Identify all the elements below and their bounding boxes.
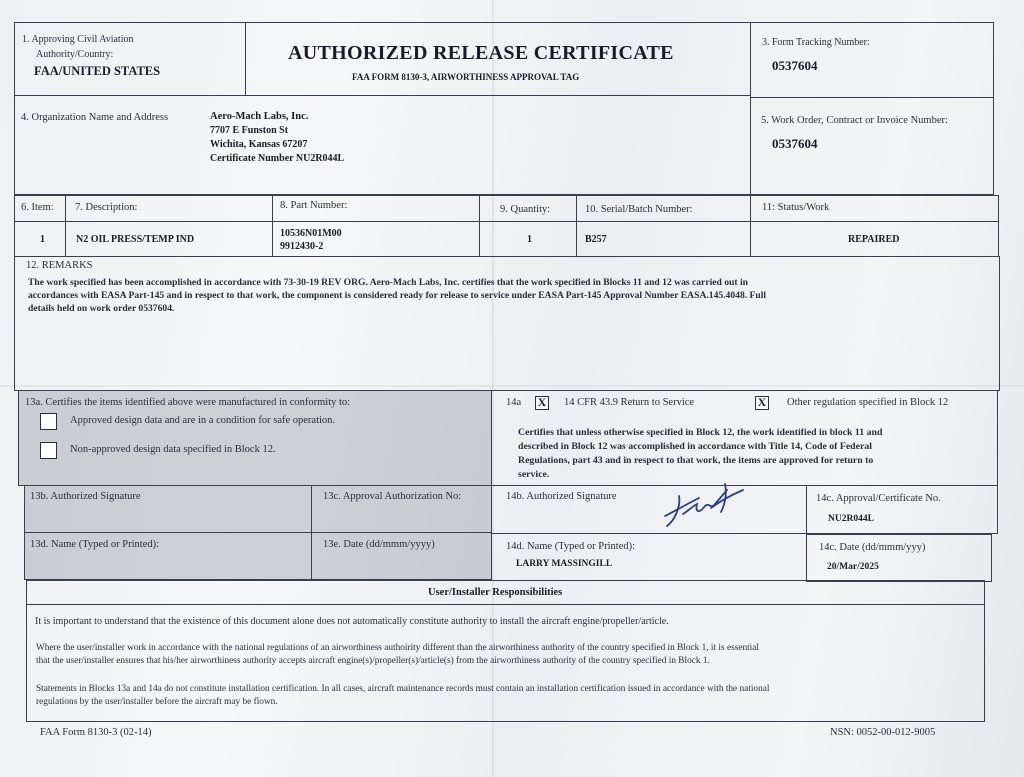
- block-14c-label: 14c. Approval/Certificate No.: [816, 493, 941, 504]
- item-quantity: 1: [527, 234, 532, 245]
- non-approved-design-label: Non-approved design data specified in Block 12.: [70, 444, 276, 455]
- header-status: 11: Status/Work: [762, 202, 830, 213]
- item-number: 1: [40, 234, 45, 245]
- org-name: Aero-Mach Labs, Inc.: [210, 111, 309, 122]
- remarks-label: 12. REMARKS: [26, 260, 93, 271]
- approved-design-checkbox[interactable]: [40, 413, 57, 430]
- remarks-line: The work specified has been accomplished in accordance with 73-30-19 REV ORG. Aero-Mach Labs, Inc. certifies that the work specified in Blocks 11 and 12 was carried out in: [28, 277, 748, 288]
- block-13d-label: 13d. Name (Typed or Printed):: [30, 539, 160, 550]
- signer-name: LARRY MASSINGILL: [516, 559, 613, 569]
- approval-certificate-number: NU2R044L: [828, 514, 874, 524]
- responsibilities-paragraph: [36, 642, 976, 668]
- org-city: Wichita, Kansas 67207: [210, 139, 308, 150]
- header-description: 7. Description:: [75, 202, 138, 213]
- header-part: 8. Part Number:: [280, 200, 348, 211]
- remarks-line: details held on work order 0537604.: [28, 303, 175, 314]
- block-3-label: 3. Form Tracking Number:: [762, 37, 870, 48]
- org-certificate: Certificate Number NU2R044L: [210, 153, 345, 164]
- return-to-service-checkbox[interactable]: X: [535, 396, 549, 410]
- remarks-line: accordances with EASA Part-145 and in respect to that work, the component is considered ready for release to service under EASA Part-145 Approval Number EASA.145.4048. Full: [28, 290, 767, 301]
- certification-line: service.: [518, 469, 550, 480]
- work-order-number: 0537604: [772, 136, 818, 151]
- responsibilities-title: User/Installer Responsibilities: [428, 587, 563, 598]
- block-5-label: 5. Work Order, Contract or Invoice Number:: [761, 115, 948, 126]
- authorized-signature: [655, 480, 755, 532]
- non-approved-design-checkbox[interactable]: [40, 442, 57, 459]
- item-status: REPAIRED: [848, 234, 900, 245]
- return-to-service-label: 14 CFR 43.9 Return to Service: [564, 397, 695, 408]
- block-1-label: Authority/Country:: [36, 49, 114, 60]
- block-14e-label: 14c. Date (dd/mmm/yyy): [819, 542, 926, 553]
- block-1-label: 1. Approving Civil Aviation: [22, 34, 134, 45]
- nsn-number: NSN: 0052-00-012-9005: [830, 727, 936, 738]
- header-quantity: 9. Quantity:: [500, 204, 551, 215]
- certification-line: Certifies that unless otherwise specified in Block 12, the work identified in block 11 and: [518, 427, 883, 438]
- item-description: N2 OIL PRESS/TEMP IND: [76, 234, 195, 245]
- serial-number: B257: [585, 234, 607, 245]
- approved-design-label: Approved design data and are in a condition for safe operation.: [70, 415, 336, 426]
- block-13b-label: 13b. Authorized Signature: [30, 491, 141, 502]
- form-subtitle: FAA FORM 8130-3, AIRWORTHINESS APPROVAL TAG: [352, 72, 580, 82]
- responsibilities-paragraph: It is important to understand that the existence of this document alone does not automatically constitute authority to install the aircraft engine/propeller/article.: [35, 616, 669, 627]
- responsibilities-line: that the user/installer ensures that his/her airworthiness authority accepts aircraft engine(s)/propeller(s)/article(s) from the airworthiness authority of the country specified in Block 1.: [36, 656, 710, 666]
- block-14a-label: 14a: [506, 397, 522, 408]
- block-13c-label: 13c. Approval Authorization No:: [323, 491, 462, 502]
- certification-line: Regulations, part 43 and in respect to that work, the items are approved for return to: [518, 455, 874, 466]
- responsibilities-paragraph: [36, 683, 981, 709]
- header-serial: 10. Serial/Batch Number:: [585, 204, 693, 215]
- certification-line: described in Block 12 was accomplished in accordance with Title 14, Code of Federal: [518, 441, 872, 452]
- block-4: [14, 95, 751, 195]
- part-number: 9912430-2: [280, 241, 324, 252]
- block-14b-label: 14b. Authorized Signature: [506, 491, 617, 502]
- form-identifier: FAA Form 8130-3 (02-14): [40, 727, 152, 738]
- responsibilities-line: regulations by the user/installer before the aircraft may be flown.: [36, 697, 278, 707]
- signature-date: 20/Mar/2025: [827, 562, 879, 572]
- approving-authority: FAA/UNITED STATES: [34, 64, 161, 78]
- part-number: 10536N01M00: [280, 228, 342, 239]
- responsibilities-line: Where the user/installer work in accordance with the national regulations of an airworthiness authoirity different than the airworthiness authority of the country specified in Block 1, it is essential: [36, 643, 759, 653]
- block-13e-label: 13e. Date (dd/mmm/yyyy): [323, 539, 435, 550]
- block-4-label: 4. Organization Name and Address: [21, 112, 169, 123]
- form-tracking-number: 0537604: [772, 58, 818, 73]
- org-street: 7707 E Funston St: [210, 125, 289, 136]
- header-item: 6. Item:: [21, 202, 54, 213]
- block-14d-label: 14d. Name (Typed or Printed):: [506, 541, 636, 552]
- block-13a-label: 13a. Certifies the items identified above were manufactured in conformity to:: [25, 397, 351, 408]
- other-regulation-label: Other regulation specified in Block 12: [787, 397, 949, 408]
- page-title: AUTHORIZED RELEASE CERTIFICATE: [288, 42, 674, 64]
- responsibilities-line: Statements in Blocks 13a and 14a do not constitute installation certification. In all cases, aircraft maintenance records must contain an installation certification issued in accordance with the national: [36, 684, 770, 694]
- block-14a-certification: [518, 426, 988, 482]
- remarks-text: [28, 276, 993, 315]
- other-regulation-checkbox[interactable]: X: [755, 396, 769, 410]
